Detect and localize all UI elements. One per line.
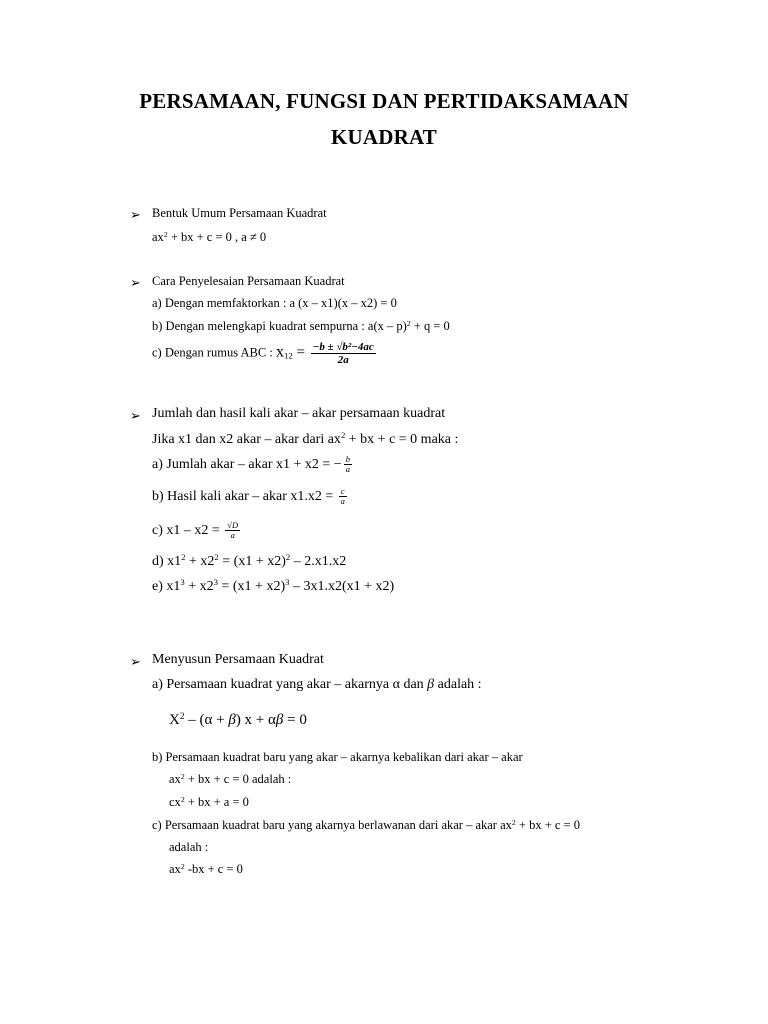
section-heading-cara-penyelesaian: Cara Penyelesaian Persamaan Kuadrat [152,274,345,288]
compose-from-roots: a) Persamaan kuadrat yang akar – akarnya α dan β adalah : [152,677,482,692]
method-abc-formula: c) Dengan rumus ABC : $x_{12}$ = $\frac{\text{−b ± √b²−4ac}}{2a}$ [152,341,374,367]
sum-of-roots: a) Jumlah akar – akar x1 + x2 = − $\frac{b}{a}$ [152,454,350,475]
method-complete-square: b) Dengan melengkapi kuadrat sempurna : a(x – p)$^2$ + q = 0 [152,318,450,333]
opposite-roots-adalah: adalah : [169,840,209,854]
abc-fraction: $\frac{\text{−b ± √b²−4ac}}{2a}$ [312,341,374,367]
section-heading-jumlah-hasil-kali: Jumlah dan hasil kali akar – akar persamaan kuadrat [152,406,446,421]
arrow-bullet-icon: ➢ [130,208,141,223]
reciprocal-roots-original: $ax^2$ + bx + c = 0 adalah : [169,771,292,786]
method-factoring: a) Dengan memfaktorkan : a (x – x1)(x – x2) = 0 [152,296,397,310]
compose-from-roots-formula: $X^2 - (\alpha + \beta) x + \alpha\beta = 0$ [169,711,307,728]
opposite-roots-result: $ax^2$ -bx + c = 0 [169,861,243,876]
product-of-roots: b) Hasil kali akar – akar x1.x2 = $\frac{c}{a}$ [152,486,345,507]
opposite-roots-line: c) Persamaan kuadrat baru yang akarnya berlawanan dari akar – akar $ax^2$ + bx + c = 0 [152,817,580,832]
section-heading-menyusun: Menyusun Persamaan Kuadrat [152,652,324,667]
difference-of-roots: c) x1 – x2 = $\frac{√D}{a}$ [152,520,239,541]
page-title-line-2: KUADRAT [330,125,437,149]
reciprocal-roots-line: b) Persamaan kuadrat baru yang akar – akarnya kebalikan dari akar – akar [152,750,523,764]
arrow-bullet-icon: ➢ [130,655,141,670]
arrow-bullet-icon: ➢ [130,276,141,291]
general-form-formula: $ax^2$ + bx + c = 0 , a ≠ 0 [152,229,267,244]
roots-intro: Jika x1 dan x2 akar – akar dari $ax^2$ + bx + c = 0 maka : [152,430,459,447]
reciprocal-roots-result: $cx^2$ + bx + a = 0 [169,794,249,809]
arrow-bullet-icon: ➢ [130,409,141,424]
sum-of-squares: d) $x1^2 + x2^2 = (x1 + x2)^2 - 2.x1.x2$ [152,552,347,569]
page-title-line-1: PERSAMAAN, FUNGSI DAN PERTIDAKSAMAAN [139,89,629,113]
section-heading-bentuk-umum: Bentuk Umum Persamaan Kuadrat [152,206,327,220]
sum-of-cubes: e) $x1^3 + x2^3 = (x1 + x2)^3 - 3x1.x2(x1 + x2)$ [152,577,395,594]
